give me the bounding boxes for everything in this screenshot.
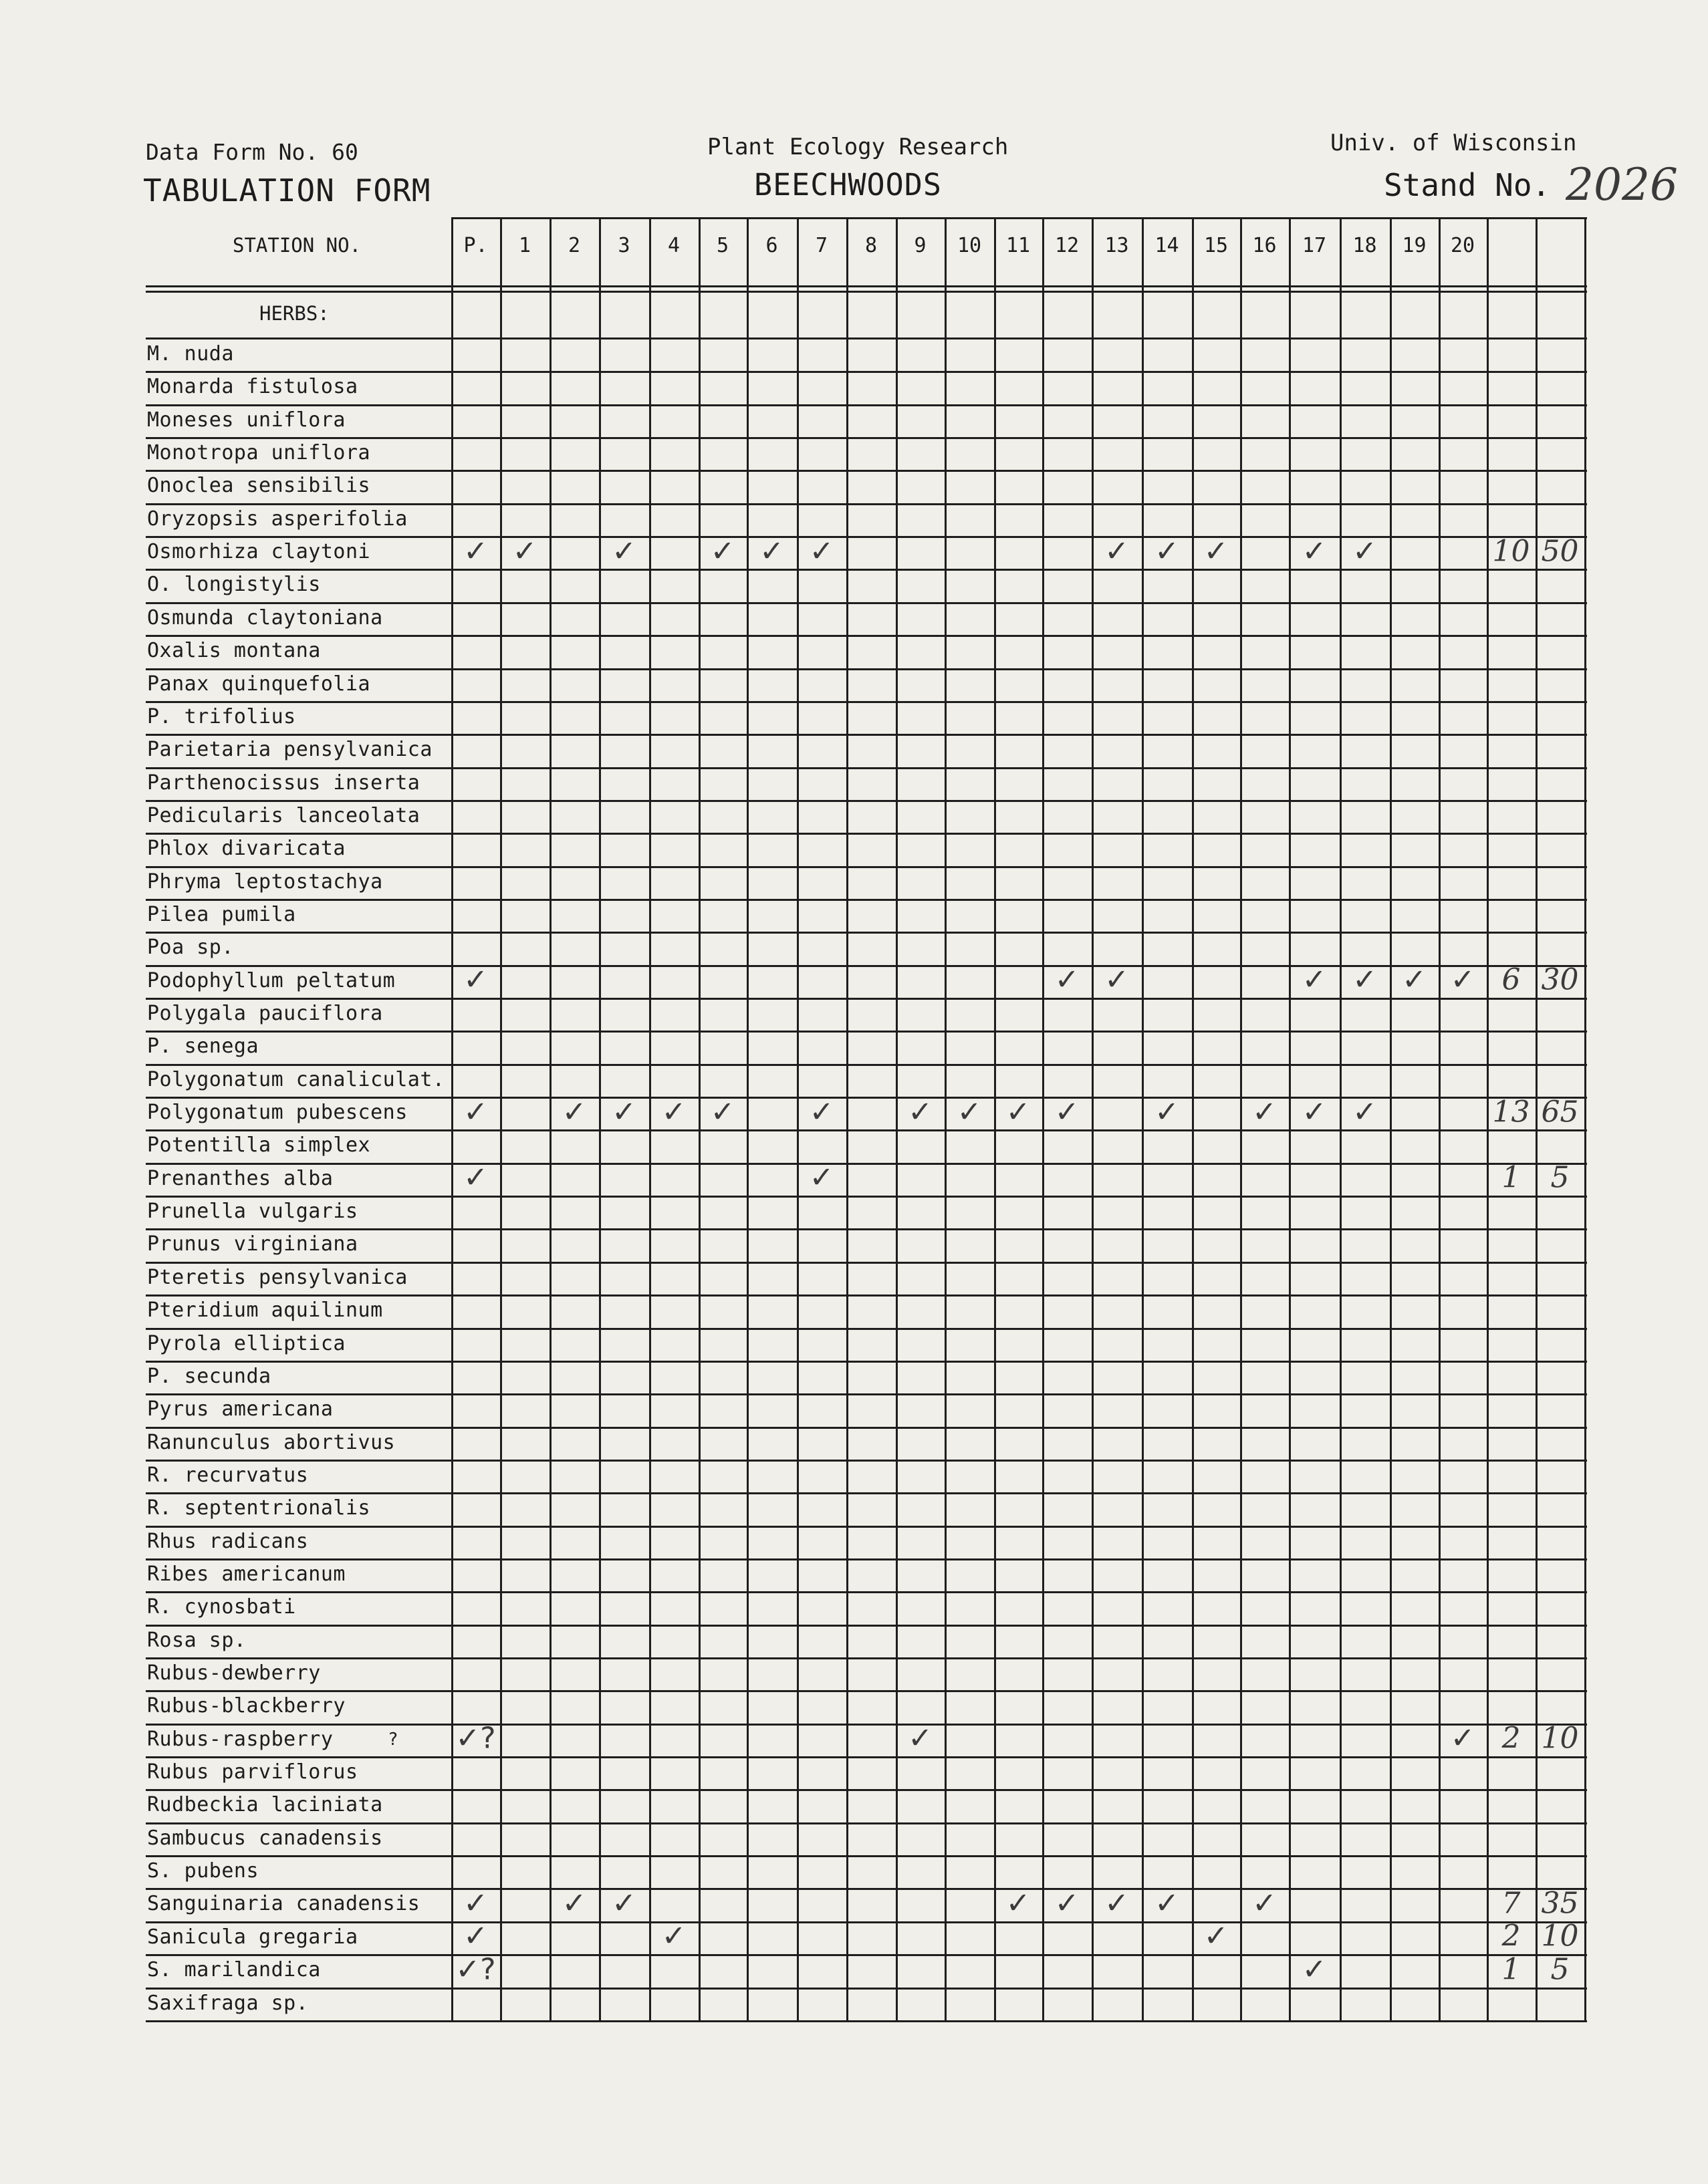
- frequency-percent: 50: [1541, 534, 1579, 569]
- check-mark: ✓: [562, 1886, 587, 1921]
- species-name: Podophyllum peltatum: [147, 968, 396, 992]
- grid-row-line: [146, 1228, 1587, 1230]
- grid-row-line: [146, 635, 1587, 637]
- species-name: Osmorhiza claytoni: [147, 540, 371, 564]
- grid-row-line: [146, 470, 1587, 472]
- grid-row-line: [146, 1625, 1587, 1627]
- check-mark: ✓?: [455, 1952, 496, 1987]
- check-mark: ✓: [463, 1160, 488, 1195]
- check-mark: ✓: [1005, 1886, 1031, 1921]
- species-name: Rubus-blackberry: [147, 1694, 346, 1718]
- column-header-6: 6: [765, 234, 778, 257]
- species-name: Moneses uniflora: [147, 408, 346, 432]
- species-name: Rudbeckia laciniata: [147, 1793, 383, 1817]
- check-mark: ✓: [1302, 1952, 1327, 1987]
- frequency-percent: 10: [1541, 1919, 1579, 1953]
- grid-row-line: [146, 1526, 1587, 1528]
- stand-type: BEECHWOODS: [754, 167, 942, 202]
- grid-vertical-line: [1240, 217, 1242, 2022]
- check-mark: ✓: [1450, 1721, 1475, 1756]
- species-name: Monotropa uniflora: [147, 441, 371, 465]
- species-name: Prenanthes alba: [147, 1166, 334, 1190]
- grid-row-line: [146, 734, 1587, 736]
- species-name: Rosa sp.: [147, 1628, 247, 1652]
- grid-vertical-line: [699, 217, 701, 2022]
- species-name: Rubus parviflorus: [147, 1760, 358, 1784]
- grid-row-line: [146, 1361, 1587, 1363]
- check-mark: ✓: [612, 1095, 636, 1129]
- species-name: Rubus-dewberry: [147, 1661, 321, 1685]
- species-name: Polygonatum canaliculat.: [147, 1067, 445, 1091]
- check-mark: ✓: [1302, 1095, 1327, 1129]
- species-name: Ribes americanum: [147, 1562, 346, 1586]
- grid-vertical-line: [599, 217, 601, 2022]
- column-header-5: 5: [716, 234, 729, 257]
- frequency-percent: 5: [1550, 1952, 1570, 1987]
- grid-row-line: [146, 1558, 1587, 1560]
- frequency-percent: 65: [1541, 1095, 1579, 1129]
- check-mark: ✓: [809, 1160, 834, 1195]
- check-mark: ✓: [463, 534, 488, 569]
- check-mark: ✓: [463, 1919, 488, 1953]
- check-mark: ✓: [1154, 534, 1179, 569]
- grid-vertical-line: [550, 217, 552, 2022]
- grid-row-line: [146, 899, 1587, 901]
- check-mark: ✓: [463, 1886, 488, 1921]
- frequency-count: 6: [1501, 962, 1521, 997]
- species-name: P. secunda: [147, 1364, 271, 1388]
- species-name: Prunella vulgaris: [147, 1200, 358, 1224]
- grid-row-line: [146, 1492, 1587, 1494]
- grid-vertical-line: [500, 217, 502, 2022]
- species-name: Pteridium aquilinum: [147, 1299, 383, 1323]
- grid-row-line: [146, 833, 1587, 835]
- check-mark: ✓: [1203, 534, 1229, 569]
- species-name: Prunus virginiana: [147, 1232, 358, 1256]
- grid-vertical-line: [747, 217, 749, 2022]
- grid-row-line: [146, 1294, 1587, 1296]
- grid-row-line: [146, 1163, 1587, 1165]
- grid-row-line: [146, 1328, 1587, 1330]
- species-name: P. trifolius: [147, 704, 296, 728]
- frequency-count: 7: [1501, 1886, 1521, 1921]
- grid-row-line: [146, 1855, 1587, 1857]
- form-title: TABULATION FORM: [143, 172, 431, 209]
- grid-vertical-line: [846, 217, 848, 2022]
- check-mark: ✓: [1104, 1886, 1129, 1921]
- check-mark: ✓: [1054, 962, 1080, 997]
- check-mark: ✓: [1450, 962, 1475, 997]
- grid-vertical-line: [896, 217, 898, 2022]
- column-header-2: 2: [568, 234, 581, 257]
- grid-header-top-line: [451, 217, 1587, 219]
- species-name: R. cynosbati: [147, 1595, 296, 1619]
- frequency-percent: 35: [1541, 1886, 1579, 1921]
- species-name: Sambucus canadensis: [147, 1826, 383, 1850]
- grid-vertical-line: [945, 217, 947, 2022]
- grid-row-line: [146, 1789, 1587, 1791]
- column-header-17: 17: [1302, 234, 1327, 257]
- grid-row-line: [146, 1724, 1587, 1726]
- grid-header-rule: [146, 291, 1587, 293]
- grid-vertical-line: [1092, 217, 1094, 2022]
- grid-row-line: [146, 437, 1587, 439]
- column-header-8: 8: [864, 234, 878, 257]
- column-header-19: 19: [1402, 234, 1427, 257]
- check-mark: ✓: [1154, 1886, 1179, 1921]
- stand-number-label: Stand No.: [1384, 167, 1551, 203]
- check-mark: ✓: [908, 1721, 933, 1756]
- check-mark: ✓: [1352, 962, 1377, 997]
- frequency-percent: 30: [1541, 962, 1579, 997]
- species-name: Oxalis montana: [147, 639, 321, 663]
- university: Univ. of Wisconsin: [1330, 130, 1577, 156]
- grid-row-line: [146, 1657, 1587, 1659]
- grid-vertical-line: [649, 217, 651, 2022]
- column-header-15: 15: [1203, 234, 1229, 257]
- grid-row-line: [146, 1591, 1587, 1593]
- grid-row-line: [146, 701, 1587, 703]
- grid-vertical-line: [994, 217, 996, 2022]
- grid-vertical-line: [1340, 217, 1342, 2022]
- check-mark: ✓: [1054, 1095, 1080, 1129]
- grid-row-line: [146, 602, 1587, 604]
- species-name: Sanicula gregaria: [147, 1925, 358, 1949]
- species-name: Oryzopsis asperifolia: [147, 507, 408, 531]
- check-mark: ✓: [463, 1095, 488, 1129]
- grid-row-line: [146, 767, 1587, 769]
- section-label-herbs: HERBS:: [259, 302, 330, 325]
- species-name: Pilea pumila: [147, 902, 296, 926]
- species-name: P. senega: [147, 1035, 259, 1059]
- check-mark: ✓: [809, 534, 834, 569]
- species-note: ?: [388, 1729, 399, 1750]
- column-header-16: 16: [1252, 234, 1277, 257]
- frequency-count: 2: [1501, 1919, 1521, 1953]
- stand-number-value: 2026: [1566, 159, 1678, 211]
- grid-vertical-line: [1487, 217, 1489, 2022]
- grid-row-line: [146, 1129, 1587, 1131]
- check-mark: ✓: [1005, 1095, 1031, 1129]
- species-name: R. septentrionalis: [147, 1496, 371, 1520]
- column-header-4: 4: [667, 234, 681, 257]
- species-name: Polygonatum pubescens: [147, 1101, 408, 1125]
- species-name: Rhus radicans: [147, 1529, 309, 1553]
- column-header-20: 20: [1450, 234, 1475, 257]
- grid-row-line: [146, 1921, 1587, 1923]
- species-name: Parietaria pensylvanica: [147, 738, 433, 762]
- frequency-percent: 10: [1541, 1721, 1579, 1756]
- species-name: S. pubens: [147, 1859, 259, 1883]
- species-name: Pedicularis lanceolata: [147, 803, 420, 827]
- species-name: Rubus-raspberry: [147, 1727, 334, 1751]
- check-mark: ✓: [1302, 962, 1327, 997]
- check-mark: ✓: [1054, 1886, 1080, 1921]
- species-name: Pyrola elliptica: [147, 1331, 346, 1355]
- species-name: Ranunculus abortivus: [147, 1430, 396, 1454]
- grid-row-line: [146, 569, 1587, 571]
- check-mark: ✓: [661, 1919, 687, 1953]
- check-mark: ✓: [612, 1886, 636, 1921]
- species-name: Monarda fistulosa: [147, 375, 358, 399]
- species-name: Osmunda claytoniana: [147, 605, 383, 630]
- species-name: Onoclea sensibilis: [147, 474, 371, 498]
- organization: Plant Ecology Research: [707, 134, 1009, 160]
- grid-header-rule: [146, 285, 1587, 287]
- column-header-18: 18: [1352, 234, 1377, 257]
- grid-vertical-line: [1584, 217, 1586, 2022]
- check-mark: ✓: [1104, 962, 1129, 997]
- frequency-count: 1: [1501, 1160, 1521, 1195]
- grid-row-line: [146, 1460, 1587, 1462]
- grid-row-line: [146, 1064, 1587, 1066]
- column-header-10: 10: [957, 234, 982, 257]
- column-header-1: 1: [518, 234, 531, 257]
- check-mark: ✓: [463, 962, 488, 997]
- check-mark: ✓: [1302, 534, 1327, 569]
- column-header-0: P.: [463, 234, 488, 257]
- check-mark: ✓: [661, 1095, 687, 1129]
- grid-row-line: [146, 503, 1587, 505]
- species-name: O. longistylis: [147, 573, 321, 597]
- frequency-percent: 5: [1550, 1160, 1570, 1195]
- species-name: Parthenocissus inserta: [147, 771, 420, 795]
- frequency-count: 2: [1501, 1721, 1521, 1756]
- grid-row-line: [146, 668, 1587, 670]
- grid-row-line: [146, 1690, 1587, 1692]
- species-name: M. nuda: [147, 342, 234, 366]
- grid-vertical-line: [1289, 217, 1291, 2022]
- check-mark: ✓: [710, 534, 735, 569]
- grid-row-line: [146, 404, 1587, 406]
- species-name: Phryma leptostachya: [147, 869, 383, 894]
- column-header-14: 14: [1154, 234, 1179, 257]
- grid-vertical-line: [1390, 217, 1392, 2022]
- grid-row-line: [146, 1954, 1587, 1956]
- grid-vertical-line: [1536, 217, 1538, 2022]
- check-mark: ✓: [1352, 1095, 1377, 1129]
- column-header-9: 9: [914, 234, 927, 257]
- grid-row-line: [146, 2020, 1587, 2022]
- column-header-13: 13: [1104, 234, 1129, 257]
- grid-vertical-line: [1042, 217, 1044, 2022]
- check-mark: ✓: [908, 1095, 933, 1129]
- species-name: Phlox divaricata: [147, 837, 346, 861]
- frequency-count: 1: [1501, 1952, 1521, 1987]
- grid-vertical-line: [451, 217, 453, 2022]
- species-name: Poa sp.: [147, 936, 234, 960]
- frequency-count: 10: [1492, 534, 1530, 569]
- grid-row-line: [146, 932, 1587, 934]
- check-mark: ✓: [1352, 534, 1377, 569]
- grid-row-line: [146, 1888, 1587, 1890]
- species-name: S. marilandica: [147, 1958, 321, 1982]
- check-mark: ✓: [562, 1095, 587, 1129]
- column-header-7: 7: [815, 234, 828, 257]
- column-header-3: 3: [618, 234, 630, 257]
- grid-row-line: [146, 1822, 1587, 1824]
- species-name: Sanguinaria canadensis: [147, 1892, 420, 1916]
- check-mark: ✓: [512, 534, 537, 569]
- grid-vertical-line: [1439, 217, 1441, 2022]
- check-mark: ✓?: [455, 1721, 496, 1756]
- column-header-12: 12: [1054, 234, 1080, 257]
- check-mark: ✓: [612, 534, 636, 569]
- check-mark: ✓: [809, 1095, 834, 1129]
- check-mark: ✓: [1252, 1095, 1277, 1129]
- species-name: Potentilla simplex: [147, 1133, 371, 1157]
- check-mark: ✓: [1203, 1919, 1229, 1953]
- grid-row-line: [146, 1262, 1587, 1264]
- form-number: Data Form No. 60: [146, 139, 358, 165]
- grid-row-line: [146, 1427, 1587, 1429]
- species-name: Polygala pauciflora: [147, 1002, 383, 1025]
- species-name: Pteretis pensylvanica: [147, 1265, 408, 1289]
- species-name: R. recurvatus: [147, 1463, 309, 1487]
- check-mark: ✓: [1154, 1095, 1179, 1129]
- check-mark: ✓: [957, 1095, 982, 1129]
- grid-row-line: [146, 866, 1587, 868]
- grid-row-line: [146, 800, 1587, 802]
- grid-row-line: [146, 1196, 1587, 1198]
- grid-row-line: [146, 1031, 1587, 1033]
- grid-row-line: [146, 1756, 1587, 1758]
- grid-vertical-line: [1192, 217, 1194, 2022]
- grid-vertical-line: [797, 217, 799, 2022]
- grid-row-line: [146, 998, 1587, 1000]
- station-number-header: STATION NO.: [233, 234, 362, 257]
- species-name: Saxifraga sp.: [147, 1991, 309, 2015]
- grid-row-line: [146, 337, 1587, 339]
- check-mark: ✓: [1252, 1886, 1277, 1921]
- grid-row-line: [146, 1988, 1587, 1990]
- grid-row-line: [146, 371, 1587, 373]
- species-name: Pyrus americana: [147, 1397, 334, 1421]
- species-name: Panax quinquefolia: [147, 672, 371, 696]
- check-mark: ✓: [759, 534, 784, 569]
- check-mark: ✓: [710, 1095, 735, 1129]
- grid-row-line: [146, 1393, 1587, 1395]
- check-mark: ✓: [1402, 962, 1427, 997]
- check-mark: ✓: [1104, 534, 1129, 569]
- grid-vertical-line: [1142, 217, 1144, 2022]
- frequency-count: 13: [1492, 1095, 1530, 1129]
- column-header-11: 11: [1005, 234, 1031, 257]
